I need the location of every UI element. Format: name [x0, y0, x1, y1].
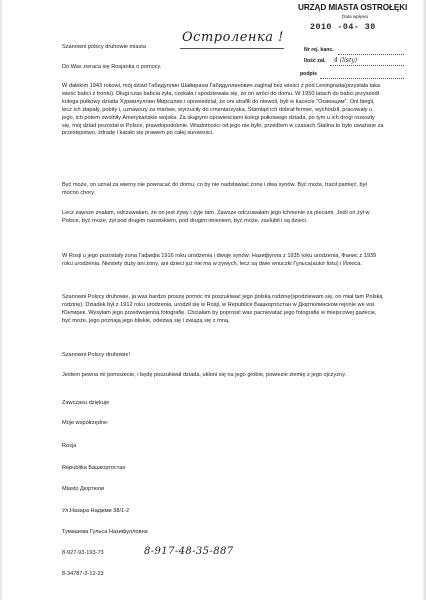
paragraph-5: Szanowni Polscy druhowie, ja was bardzo proszę pomóc mi poszukiwać jego polską rodzinę(spodziewam się, on miał tam Polską rodzinę). Dziadek był z 1912 roku urodzenia, urodził się w Rosji, w Republice Башкортостан w Дюртюлинском rejonie we wsi Юнтирек. Wysyłam jego przedwojenną fotografię. Chciałam by poprosić was pacnevatać jego fotografię w miejscowej gazecie, być może, jego poznają jego bliskie, odezwą się i zwiążą się z mną. [62, 294, 383, 324]
address-street: Ул.Назара Наджми 38/1-2 [62, 508, 130, 514]
stamp-office-name: URZĄD MIASTA OSTROŁĘKI [298, 3, 408, 12]
stamp-attachments-value: 4 (listy) [334, 57, 358, 64]
scan-right-edge [422, 0, 426, 600]
paragraph-6: Szanowni Polscy druhowie! [62, 352, 131, 358]
phone-secondary: 8-34787-2-12-23 [62, 571, 104, 577]
stamp-signature-label: podpis [300, 71, 318, 77]
paragraph-3: Lecz zawsze znałam, odczuwałam, że on jest żywy i żyje tam. Zawsze odczuwałam jego tchnienie za plecami. Jeśli on żył w Polsce, być może, żył pod drugim nazwiskiem, pod drugim imieniem, być może, zaslubił i są dzieci. [62, 210, 370, 224]
stamp-date: 2010 -04- 30 [310, 23, 376, 32]
paragraph-4: W Rosji u jego pozostały żona Гафифа 1916 roku urodzenia i dwoje synów: Назифулла z 1935 roku urodzenia, Фанис z 1939 roku urodzenia. Niestety duży ani żony, ani dzieci już nie ma w żywych, lecz są dwie wnuczki Гульса(autor listu) i Илюса. [62, 253, 377, 267]
address-country: Rosja [62, 443, 77, 449]
coords-label: Moje współrzędne: [62, 420, 109, 426]
stamp-attachments-line [330, 65, 404, 66]
paragraph-7: Jestem pewna mi pomożecie, i będę poszukiwał dziada, ukłoni się na jego grobie, powiezie ziemię z jego ojczyzny. [62, 372, 347, 378]
request-line: Do Was zwraca się Rosjanka o pomocy. [62, 64, 162, 70]
stamp-reg-label: Nr rej. kanc. [304, 47, 334, 53]
stamp-reg-line [338, 54, 404, 55]
stamp-signature-line [320, 78, 404, 79]
address-city: Miasto Дюртюли [62, 486, 105, 492]
closing-thanks: Zawczasu dziękuje [62, 400, 110, 406]
city-handwritten: Остроленка ! [182, 30, 284, 45]
scan-left-edge [0, 0, 3, 600]
city-underline [180, 48, 284, 49]
address-republic: Republika Башкортостан [62, 465, 126, 471]
phone-handwritten: 8-917-48-35-887 [144, 546, 234, 557]
paragraph-2: Być może, on uznał za wierny nie powracać do domu, co by nie nadstawiać żonę i dwa synów. Być może, tracił pamięć, był mocno chory. [62, 182, 367, 196]
stamp-received-label: Data wpływu [342, 14, 369, 19]
phone-primary: 8-927-93-193-73 [62, 550, 104, 556]
greeting-line [62, 44, 146, 51]
paragraph-1: W dalekim 1943 rokowi, mój dziad Габидуллин Шайирахм Габидуллинович zaginął bez wieści z pod Leningrada(przysłała taka wieść babci z frontu). Długi czas babcia żyła, czekała i spodziewała się, że on wróci do domu. W 1950 latach do babci przyszedł kolega pułkowy dziada Хурмилуллин Мирсалих i opowiedział, że oni utrafili do niewoli, byli w kacecie "Освенцим". Oni biegli, lecz ich złapały, pobity i, uznawszy za martwe, wyrzuciły do cmentarzyska. Stamtąd ich dobrał fermer, wychodził, pracowały u jego, ich potem zwolniły Amerykańskie wojska. Za skąpymi opowieściami kolegi pułkowego dziada, po tym u ich drogi rozeszły się, mój dziad pozostał w Polsce, prawdopodobnie. Wiadomości od jego nie było, przedtem w czasach Stalina to było uważane za przestępstwo, zdradę i karało się prawem po całej surowości. [62, 83, 384, 137]
office-received-stamp [300, 3, 412, 79]
greeting-text: Szanowni polscy druhowie miasta [62, 44, 146, 50]
sender-name: Тумашева Гульса Назифулловна [62, 529, 148, 535]
stamp-attachments-label: Ilość zał. [304, 58, 326, 64]
